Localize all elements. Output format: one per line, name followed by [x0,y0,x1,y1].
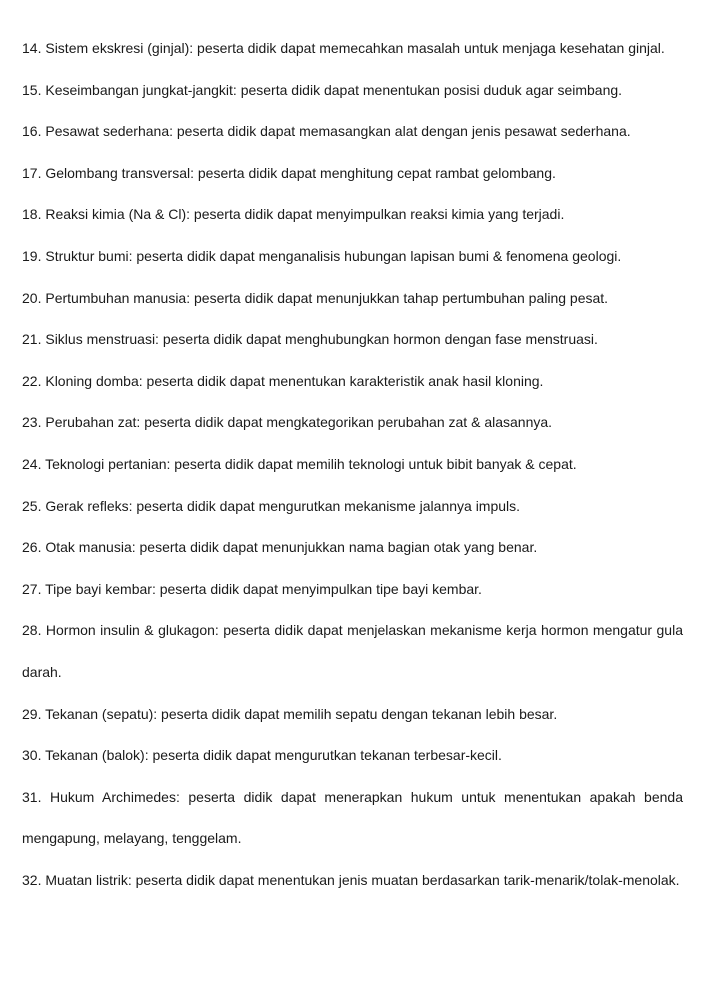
list-item-18: 18. Reaksi kimia (Na & Cl): peserta didik dapat menyimpulkan reaksi kimia yang terjadi. [22,206,565,223]
list-item-28: 28. Hormon insulin & glukagon: peserta didik dapat menjelaskan mekanisme kerja hormon mengatur gula darah. [22,622,683,680]
list-item-29: 29. Tekanan (sepatu): peserta didik dapat memilih sepatu dengan tekanan lebih besar. [22,705,558,722]
list-item-23: 23. Perubahan zat: peserta didik dapat mengkategorikan perubahan zat & alasannya. [22,414,553,431]
list-item-31: 31. Hukum Archimedes: peserta didik dapat menerapkan hukum untuk menentukan apakah benda mengapung, melayang, tenggelam. [22,788,683,847]
list-item-20: 20. Pertumbuhan manusia: peserta didik dapat menunjukkan tahap pertumbuhan paling pesat. [22,289,609,306]
list-item-17: 17. Gelombang transversal: peserta didik dapat menghitung cepat rambat gelombang. [22,164,556,181]
list-item-21: 21. Siklus menstruasi: peserta didik dapat menghubungkan hormon dengan fase menstruasi. [22,331,598,348]
list-item-16: 16. Pesawat sederhana: peserta didik dapat memasangkan alat dengan jenis pesawat sederhana. [22,123,631,140]
list-item-25: 25. Gerak refleks: peserta didik dapat mengurutkan mekanisme jalannya impuls. [22,497,521,514]
list-item-14: 14. Sistem ekskresi (ginjal): peserta didik dapat memecahkan masalah untuk menjaga kesehatan ginjal. [22,40,665,56]
list-item-15: 15. Keseimbangan jungkat-jangkit: peserta didik dapat menentukan posisi duduk agar seimbang. [22,81,623,98]
list-item-26: 26. Otak manusia: peserta didik dapat menunjukkan nama bagian otak yang benar. [22,539,538,556]
list-item-24: 24. Teknologi pertanian: peserta didik dapat memilih teknologi untuk bibit banyak & cepat. [22,455,577,472]
list-item-19: 19. Struktur bumi: peserta didik dapat menganalisis hubungan lapisan bumi & fenomena geologi. [22,247,622,264]
list-item-32: 32. Muatan listrik: peserta didik dapat menentukan jenis muatan berdasarkan tarik-menarik/tolak-menolak. [22,871,680,888]
list-item-27: 27. Tipe bayi kembar: peserta didik dapat menyimpulkan tipe bayi kembar. [22,580,482,597]
list-item-30: 30. Tekanan (balok): peserta didik dapat mengurutkan tekanan terbesar-kecil. [22,747,502,764]
list-item-22: 22. Kloning domba: peserta didik dapat menentukan karakteristik anak hasil kloning. [22,372,544,389]
